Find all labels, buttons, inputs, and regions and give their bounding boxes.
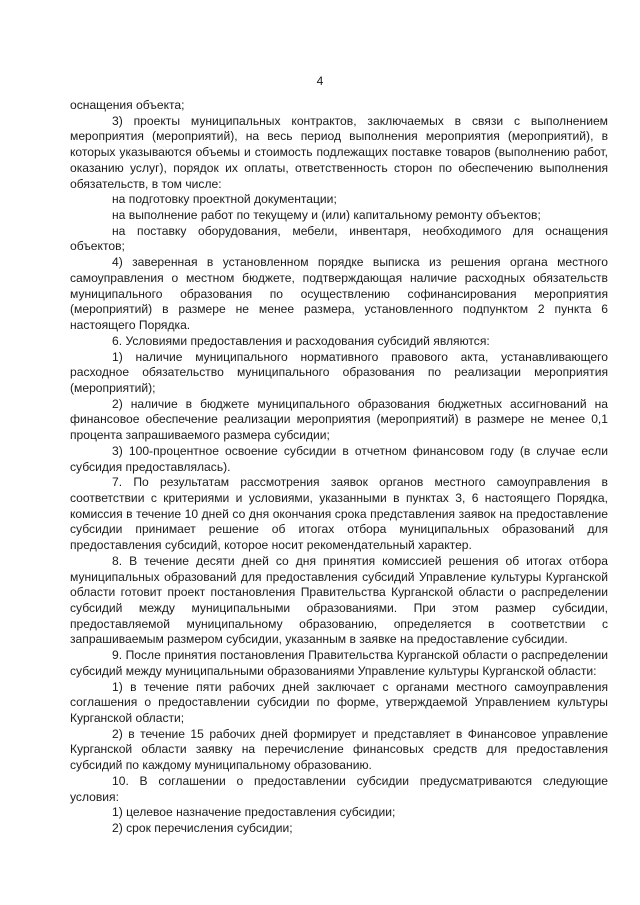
paragraph-section-7: 7. По результатам рассмотрения заявок органов местного самоуправления в соответствии с критериями и условиями, указанными в пунктах 3, 6 настоящего Порядка, комиссия в течение 10 дней со дня окончания срока представления заявок на предоставление субсидии принимает решение об итогах отбора муниципальных образований для предоставления субсидий, которое носит рекомендательный характер. — [70, 475, 608, 553]
paragraph-item-3: 3) проекты муниципальных контрактов, заключаемых в связи с выполнением мероприятия (мероприятий), на весь период выполнения мероприятия (мероприятий), в которых указываются объемы и стоимость подлежащих поставке товаров (выполнению работ, оказанию услуг), порядок их оплаты, ответственность сторон по обеспечению выполнения обязательств, в том числе: — [70, 113, 608, 191]
paragraph-continuation: оснащения объекта; — [70, 98, 185, 112]
page-number: 4 — [316, 74, 324, 88]
paragraph-item-1: 1) наличие муниципального нормативного правового акта, устанавливающего расходное обязательство муниципального образования по реализации мероприятия (мероприятий); — [70, 349, 608, 395]
paragraph-item-2: 2) наличие в бюджете муниципального образования бюджетных ассигнований на финансовое обеспечение реализации мероприятия (мероприятий) в размере не менее 0,1 процента запрашиваемого размера субсидии; — [70, 396, 608, 443]
paragraph-item-1: 1) в течение пяти рабочих дней заключает с органами местного самоуправления соглашения о предоставлении субсидии по форме, утверждаемой Управлением культуры Курганской области; — [70, 679, 608, 726]
paragraph-subitem: на выполнение работ по текущему и (или) капитальному ремонту объектов; — [112, 208, 541, 223]
paragraph-section-9: 9. После принятия постановления Правительства Курганской области о распределении субсидий между муниципальными образованиями Управление культуры Курганской области: — [70, 648, 608, 678]
paragraph-section-6: 6. Условиями предоставления и расходования субсидий являются: — [112, 333, 490, 348]
paragraph-section-8: 8. В течение десяти дней со дня принятия комиссией решения об итогах отбора муниципальных образований для предоставления субсидий Управление культуры Курганской области готовит проект постановления Правительства Курганской области о распределении субсидий между муниципальными образованиями. При этом размер субсидии, предоставляемой муниципальному образованию, определяется в соответствии с запрашиваемым размером субсидии, указанным в заявке на предоставление субсидии. — [70, 553, 608, 647]
paragraph-item-2: 2) в течение 15 рабочих дней формирует и представляет в Финансовое управление Курганской области заявку на перечисление финансовых средств для предоставления субсидий по каждому муниципальному образованию. — [70, 726, 608, 773]
paragraph-item-4: 4) заверенная в установленном порядке выписка из решения органа местного самоуправления о местном бюджете, подтверждающая наличие расходных обязательств муниципального образования по осуществлению софинансирования мероприятия (мероприятий) в размере не менее размера, установленного подпунктом 2 пункта 6 настоящего Порядка. — [70, 255, 608, 333]
paragraph-item-1: 1) целевое назначение предоставления субсидии; — [112, 805, 396, 820]
paragraph-subitem: на поставку оборудования, мебели, инвентаря, необходимого для оснащения объектов; — [70, 223, 608, 254]
paragraph-subitem: на подготовку проектной документации; — [112, 192, 337, 207]
paragraph-item-2: 2) срок перечисления субсидии; — [112, 821, 293, 836]
document-body — [70, 98, 608, 837]
paragraph-section-10: 10. В соглашении о предоставлении субсидии предусматриваются следующие условия: — [70, 773, 608, 804]
paragraph-item-3: 3) 100-процентное освоение субсидии в отчетном финансовом году (в случае если субсидия предоставлялась). — [70, 443, 608, 474]
